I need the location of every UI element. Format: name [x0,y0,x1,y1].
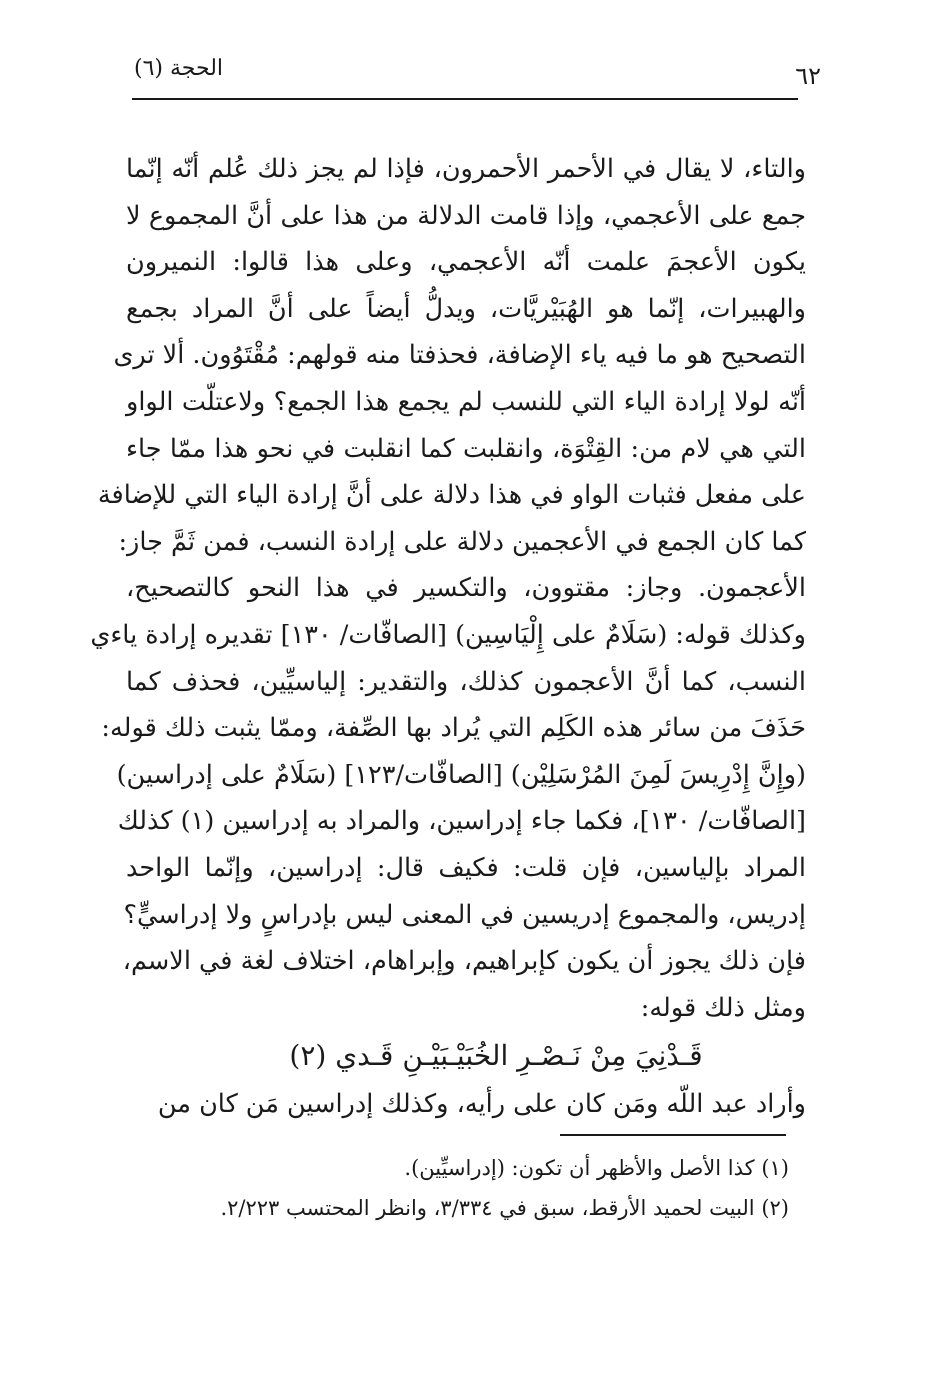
text-line: التصحيح هو ما فيه ياء الإضافة، فحذفتا منه قولهم: مُقْتَوُون. ألا ترى [113,340,806,371]
page-number: ٦٢ [795,62,821,90]
text-line: وكذلك قوله: (سَلَامٌ على إِلْيَاسِين) [الصافّات/ ١٣٠] تقديره إرادة ياءي [90,619,806,650]
text-line: (وإِنَّ إِدْرِيسَ لَمِنَ المُرْسَلِيْن) [الصافّات/١٢٣] (سَلَامٌ على إدراسين) [116,759,806,790]
text-line: الأعجمون. وجاز: مقتوون، والتكسير في هذا النحو كالتصحيح، [126,573,806,604]
text-line: إدريس، والمجموع إدريسين في المعنى ليس بإدراسٍ ولا إدراسيٍّ؟ [123,899,806,930]
text-line: يكون الأعجمَ علمت أنّه الأعجمي، وعلى هذا قالوا: النميرون [126,247,806,278]
text-line: فإن ذلك يجوز أن يكون كإبراهيم، وإبراهام، اختلاف لغة في الاسم، [122,946,806,977]
running-title: الحجة (٦) [134,56,224,81]
footnote-divider [560,1134,786,1136]
text-line: [الصافّات/ ١٣٠]، فكما جاء إدراسين، والمراد به إدراسين (١) كذلك [117,806,806,837]
text-line: وأراد عبد اللّه ومَن كان على رأيه، وكذلك إدراسين مَن كان من [157,1089,806,1120]
text-line: المراد بإلياسين، فإن قلت: فكيف قال: إدراسين، وإنّما الواحد [126,852,806,883]
text-line: أنّه لولا إرادة الياء التي للنسب لم يجمع هذا الجمع؟ ولاعتلّت الواو [126,386,806,417]
footnotes [149,1148,789,1228]
footnote: (١) كذا الأصل والأظهر أن تكون: (إدراسيِّين). [404,1156,789,1180]
text-line: التي هي لام من: القِتْوَة، وانقلبت كما انقلبت في نحو هذا ممّا جاء [126,433,806,464]
text-line: على مفعل فثبات الواو في هذا دلالة على أنَّ إرادة الياء التي للإضافة [97,480,806,511]
text-line: النسب، كما أنَّ الأعجمون كذلك، والتقدير: إلياسيِّين، فحذف كما [126,666,806,697]
text-line: حَذَفَ من سائر هذه الكَلِم التي يُراد بها الصِّفة، وممّا يثبت ذلك قوله: [101,713,806,744]
text-line: جمع على الأعجمي، وإذا قامت الدلالة من هذا على أنَّ المجموع لا [126,200,806,231]
text-line: ومثل ذلك قوله: [640,992,806,1023]
text-line: والهبيرات، إنّما هو الهُبَيْريَّات، ويدلُّ أيضاً على أنَّ المراد بجمع [126,293,806,324]
text-line: كما كان الجمع في الأعجمين دلالة على إرادة النسب، فمن ثَمَّ جاز: [118,526,806,557]
body-text [90,146,806,1128]
footnote: (٢) البيت لحميد الأرقط، سبق في ٣/٣٣٤، وانظر المحتسب ٢/٢٢٣. [220,1196,789,1220]
header-divider [132,98,798,100]
text-line: والتاء، لا يقال في الأحمر الأحمرون، فإذا لم يجز ذلك عُلم أنّه إنّما [126,154,806,184]
poetry-verse: قَـدْنِيَ مِنْ نَـصْـرِ الخُبَيْـبَيْـنِ قَـدي (٢) [289,1039,703,1073]
